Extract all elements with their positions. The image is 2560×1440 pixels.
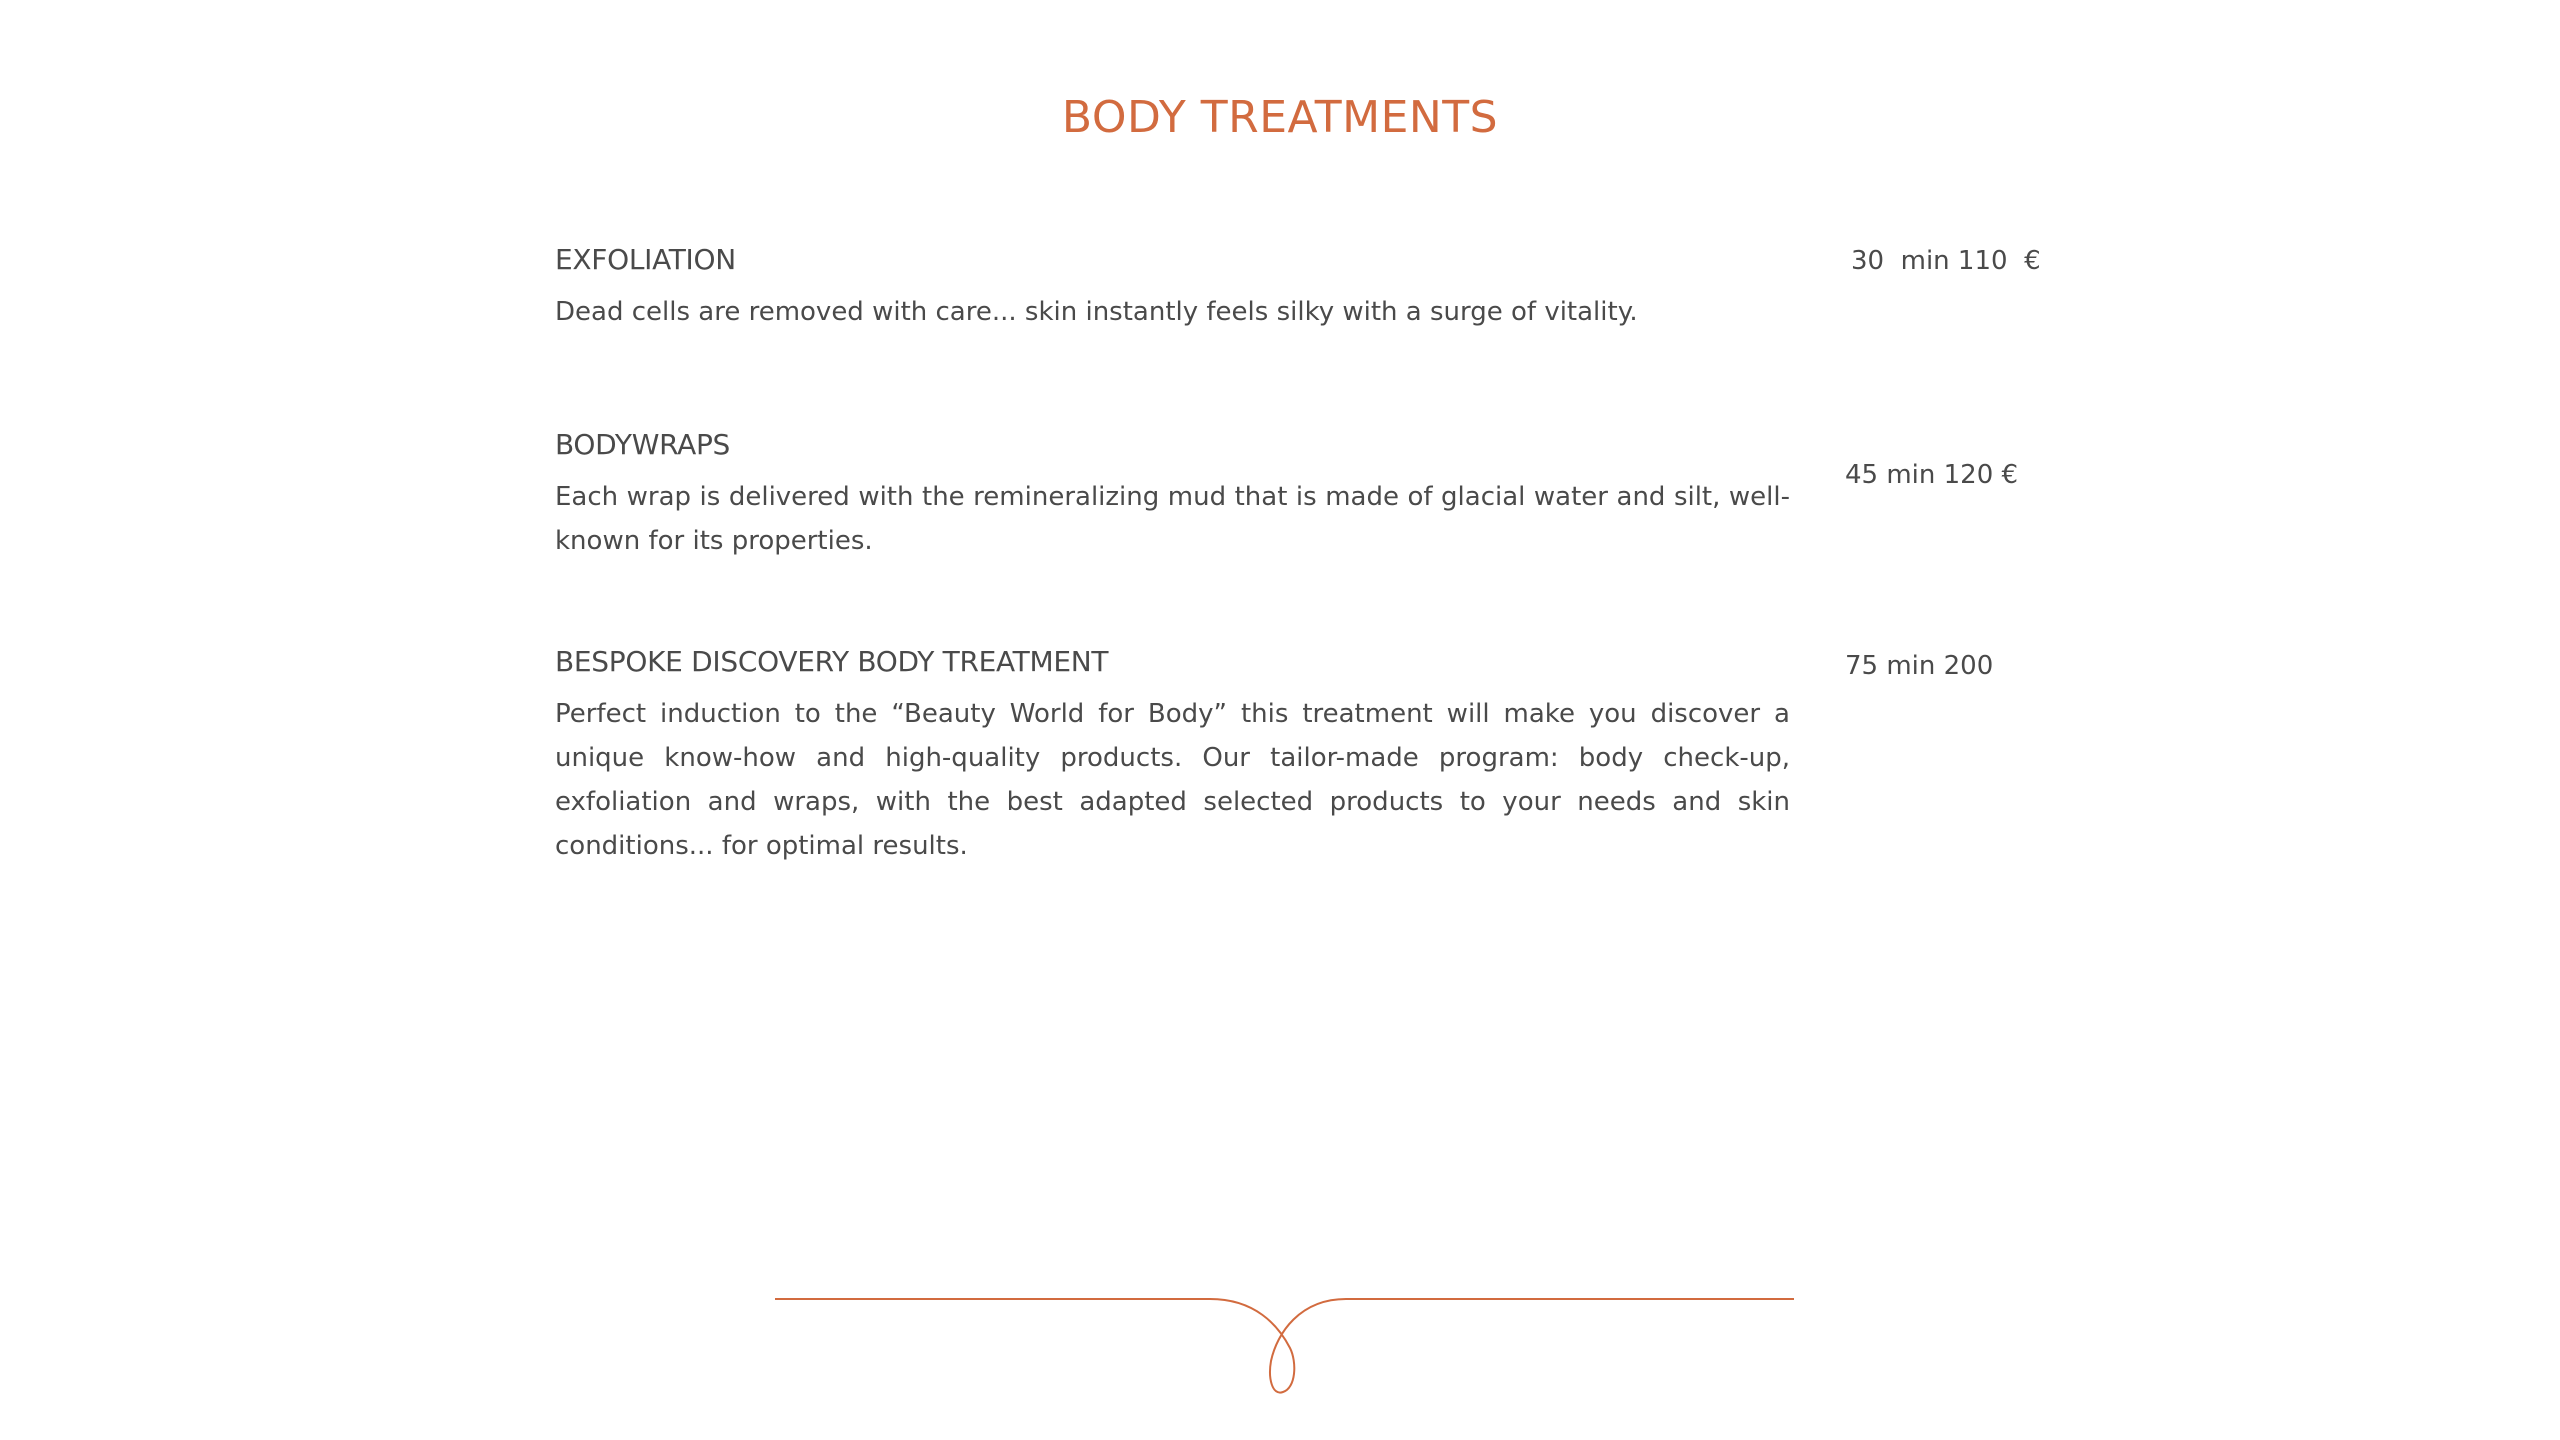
treatment-price: 75 min 200 <box>1845 651 1994 681</box>
treatment-price: 30 min 110 € <box>1851 246 2041 276</box>
treatment-description: Dead cells are removed with care... skin instantly feels silky with a surge of vitality. <box>555 297 1638 327</box>
page-title: BODY TREATMENTS <box>1061 92 1499 143</box>
treatment-description: Perfect induction to the “Beauty World for Body” this treatment will make you discover a unique know-how and high-quality products. Our tailor-made program: body check-up, exfoliation and wraps, with the best adapted selected products to your needs and skin conditions... for optimal results. <box>555 699 1790 861</box>
ornament-line <box>775 1299 1794 1393</box>
treatment-name: BESPOKE DISCOVERY BODY TREATMENT <box>555 645 1109 678</box>
treatment-description: Each wrap is delivered with the remineralizing mud that is made of glacial water and silt, well-known for its properties. <box>555 482 1790 556</box>
treatment-name: EXFOLIATION <box>555 243 736 276</box>
treatment-price: 45 min 120 € <box>1845 460 2019 490</box>
treatment-name: BODYWRAPS <box>555 428 731 461</box>
